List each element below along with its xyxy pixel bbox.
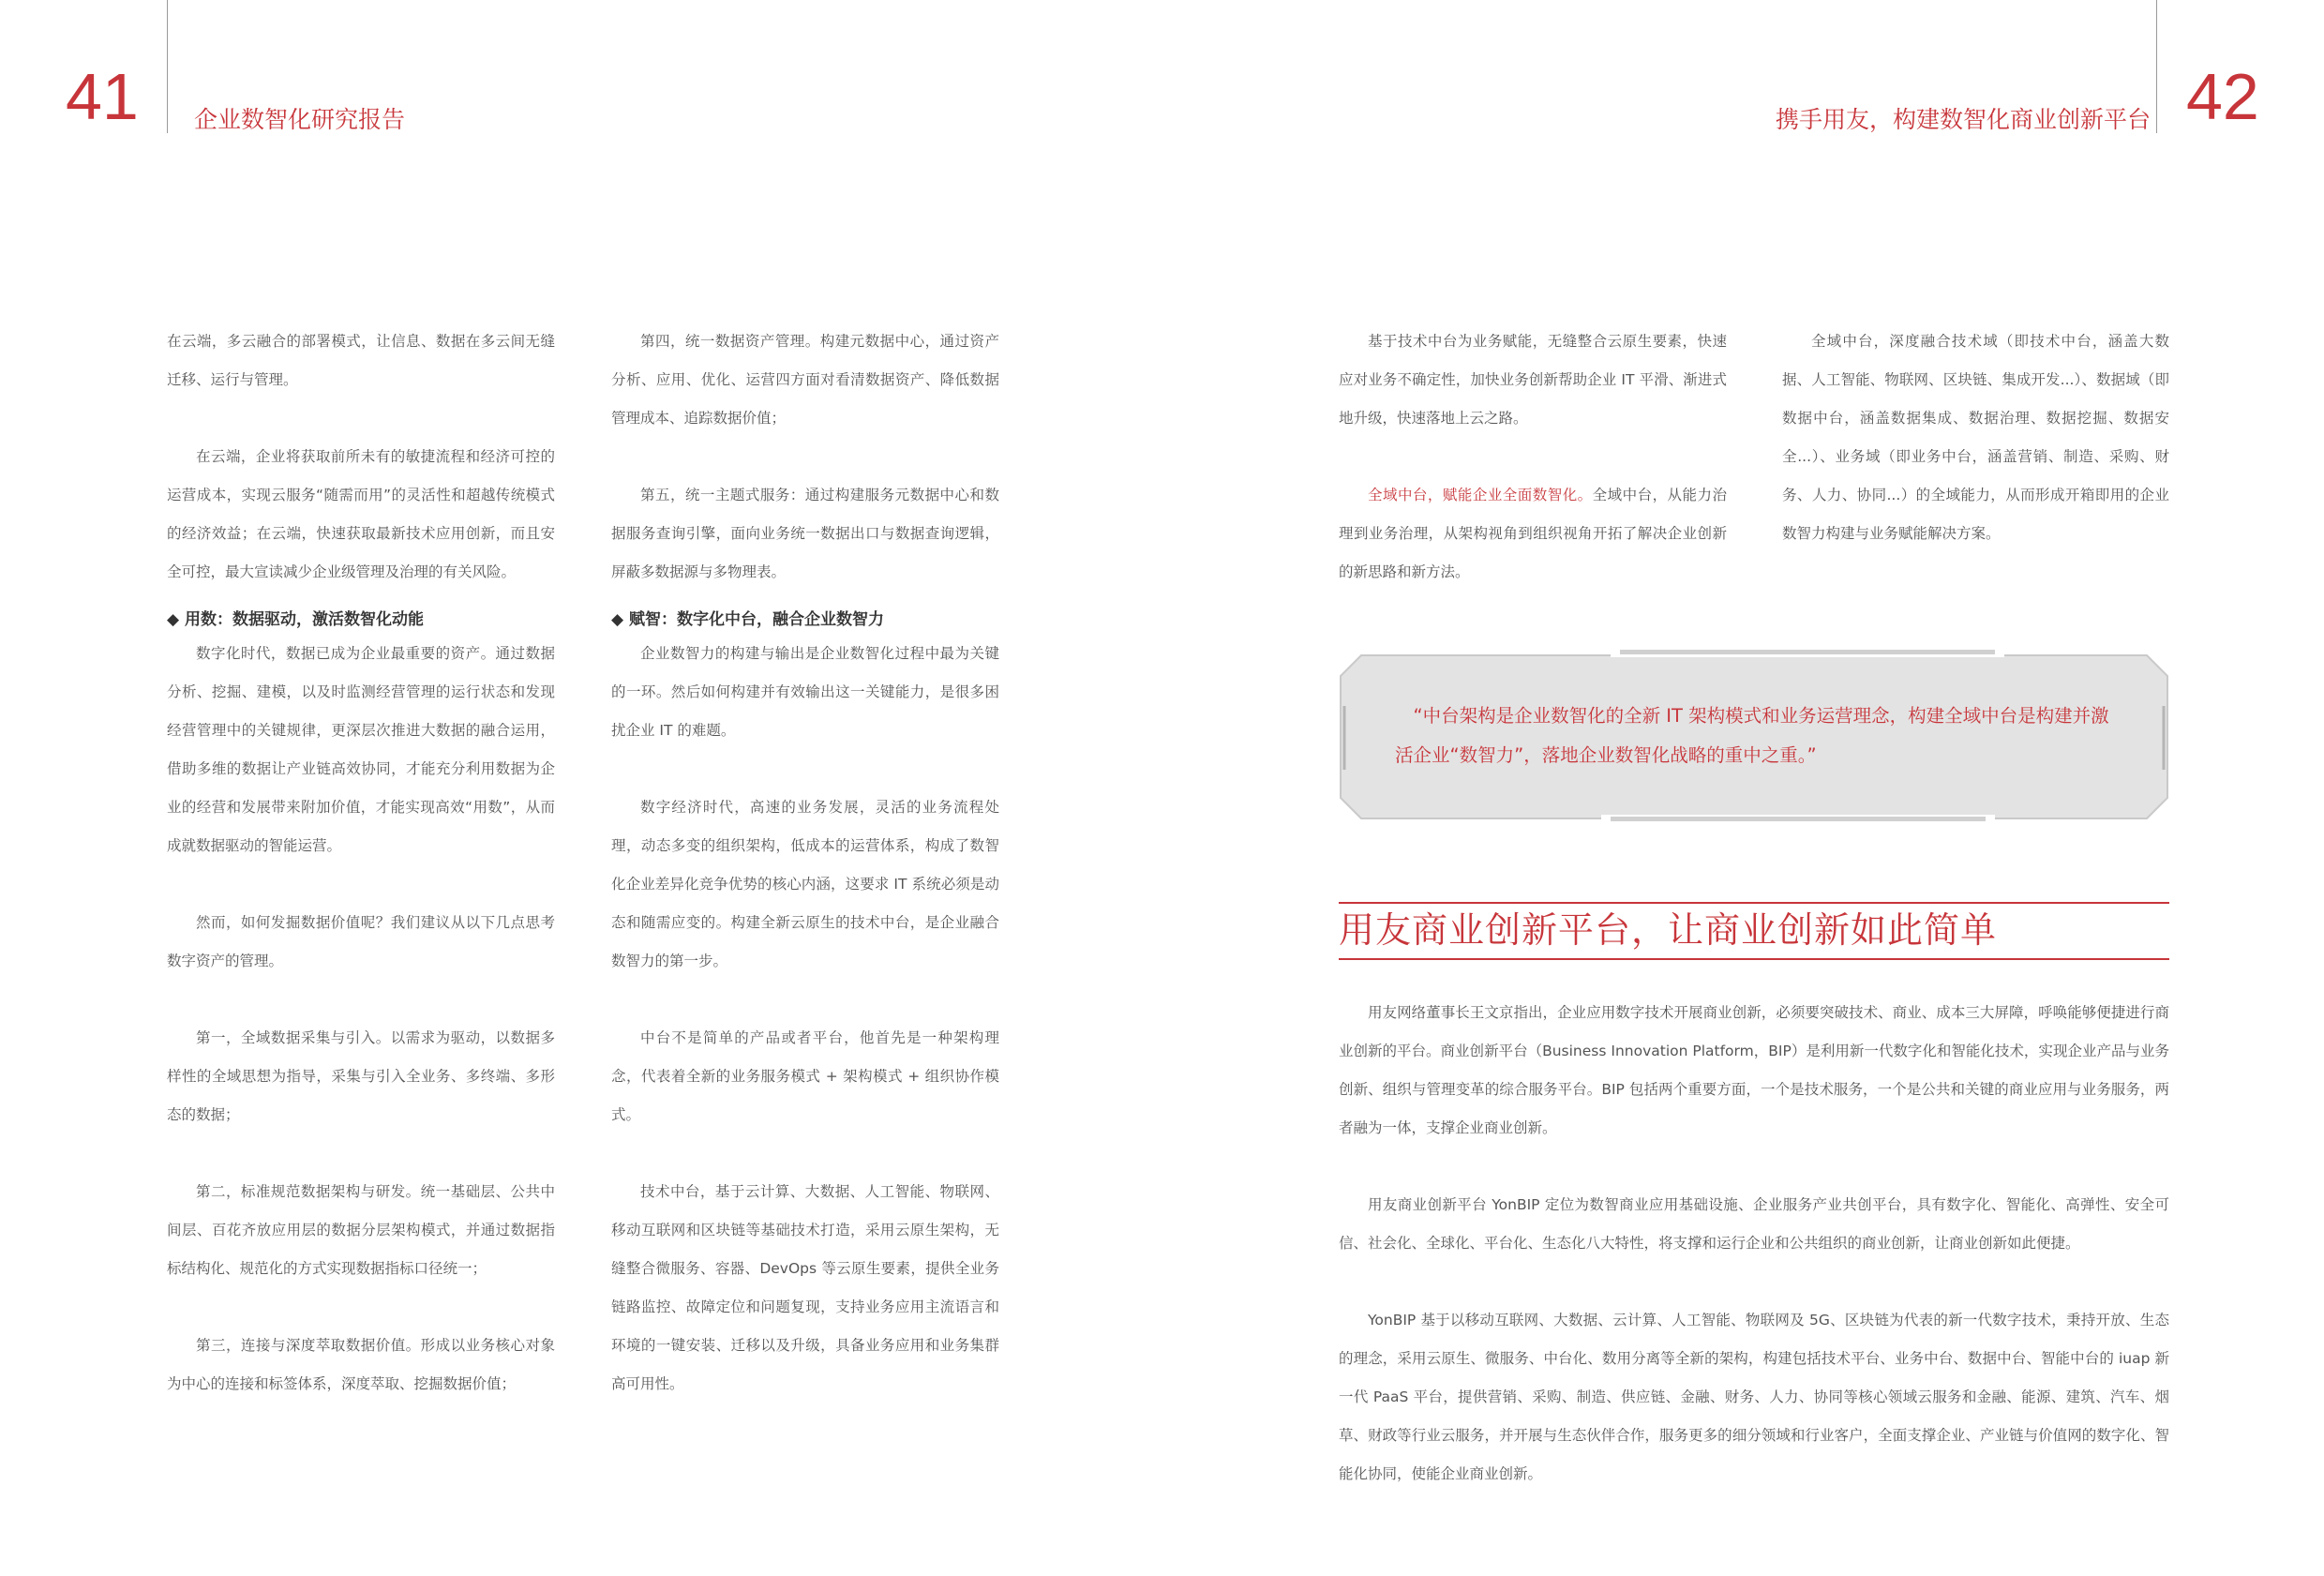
right-page-column-2 bbox=[1782, 323, 2169, 553]
right-header-divider bbox=[2156, 0, 2157, 133]
paragraph: 在云端，企业将获取前所未有的敏捷流程和经济可控的运营成本，实现云服务“随需而用”的灵活性和超越传统模式的经济效益；在云端，快速获取最新技术应用创新，而且安全可控，最大宣读减少企业级管理及治理的有关风险。 bbox=[167, 448, 555, 580]
section-body bbox=[1339, 994, 2169, 1493]
paragraph: 然而，如何发掘数据价值呢？我们建议从以下几点思考数字资产的管理。 bbox=[167, 914, 555, 969]
paragraph: YonBIP 基于以移动互联网、大数据、云计算、人工智能、物联网及 5G、区块链为代表的新一代数字技术，秉持开放、生态的理念，采用云原生、微服务、中台化、数用分离等全新的架构，构建包括技术平台、业务中台、数据中台、智能中台的 iuap 新一代 PaaS 平台，提供营销、采购、制造、供应链、金融、财务、人力、协同等核心领域云服务和金融、能源、建筑、汽车、烟草、财政等行业云服务，并开展与生态伙伴合作，服务更多的细分领域和行业客户，全面支撑企业、产业链与价值网的数字化、智能化协同，使能企业商业创新。 bbox=[1339, 1312, 2169, 1482]
paragraph: 中台不是简单的产品或者平台，他首先是一种架构理念，代表着全新的业务服务模式 + 架构模式 + 组织协作模式。 bbox=[611, 1029, 999, 1123]
highlight-text: 全域中台，赋能企业全面数智化。 bbox=[1368, 487, 1593, 503]
paragraph-text: 全域中台，从能力治理到业务治理，从架构视角到组织视角开拓了解决企业创新的新思路和新方法。 bbox=[1339, 487, 1727, 580]
left-header-divider bbox=[167, 0, 168, 133]
paragraph: 第二，标准规范数据架构与研发。统一基础层、公共中间层、百花齐放应用层的数据分层架构模式，并通过数据指标结构化、规范化的方式实现数据指标口径统一； bbox=[167, 1183, 555, 1277]
section-heading: ◆ 赋智：数字化中台，融合企业数智力 bbox=[611, 610, 884, 629]
left-page-column-1 bbox=[167, 323, 555, 1403]
paragraph: 在云端，多云融合的部署模式，让信息、数据在多云间无缝迁移、运行与管理。 bbox=[167, 333, 555, 388]
paragraph: 全域中台，深度融合技术域（即技术中台，涵盖大数据、人工智能、物联网、区块链、集成开发...）、数据域（即数据中台，涵盖数据集成、数据治理、数据挖掘、数据安全...）、业务域（即业务中台，涵盖营销、制造、采购、财务、人力、协同...）的全域能力，从而形成开箱即用的企业数智力构建与业务赋能解决方案。 bbox=[1782, 333, 2169, 542]
left-page-column-2 bbox=[611, 323, 999, 1403]
paragraph: 第三，连接与深度萃取数据价值。形成以业务核心对象为中心的连接和标签体系，深度萃取、挖掘数据价值； bbox=[167, 1337, 555, 1392]
paragraph: 数字经济时代，高速的业务发展，灵活的业务流程处理，动态多变的组织架构，低成本的运营体系，构成了数智化企业差异化竞争优势的核心内涵，这要求 IT 系统必须是动态和随需应变的。构建全新云原生的技术中台，是企业融合数智力的第一步。 bbox=[611, 799, 999, 969]
right-header-title: 携手用友，构建数智化商业创新平台 bbox=[1775, 106, 2151, 133]
paragraph: 数字化时代，数据已成为企业最重要的资产。通过数据分析、挖掘、建模，以及时监测经营管理的运行状态和发现经营管理中的关键规律，更深层次推进大数据的融合运用，借助多维的数据让产业链高效协同，才能充分利用数据为企业的经营和发展带来附加价值，才能实现高效“用数”，从而成就数据驱动的智能运营。 bbox=[167, 645, 555, 854]
right-page-column-1 bbox=[1339, 323, 1727, 592]
right-page-number: 42 bbox=[2186, 60, 2259, 133]
pull-quote-text: “中台架构是企业数智化的全新 IT 架构模式和业务运营理念，构建全域中台是构建并激活企业“数智力”，落地企业数智化战略的重中之重。” bbox=[1395, 705, 2109, 766]
paragraph: 第四，统一数据资产管理。构建元数据中心，通过资产分析、应用、优化、运营四方面对看清数据资产、降低数据管理成本、追踪数据价值； bbox=[611, 333, 999, 427]
paragraph: 基于技术中台为业务赋能，无缝整合云原生要素，快速应对业务不确定性，加快业务创新帮助企业 IT 平滑、渐进式地升级，快速落地上云之路。 bbox=[1339, 333, 1727, 427]
paragraph: 用友商业创新平台 YonBIP 定位为数智商业应用基础设施、企业服务产业共创平台，具有数字化、智能化、高弹性、安全可信、社会化、全球化、平台化、生态化八大特性，将支撑和运行企业和公共组织的商业创新，让商业创新如此便捷。 bbox=[1339, 1196, 2169, 1252]
paragraph: 技术中台，基于云计算、大数据、人工智能、物联网、移动互联网和区块链等基础技术打造，采用云原生架构，无缝整合微服务、容器、DevOps 等云原生要素，提供全业务链路监控、故障定位和问题复现，支持业务应用主流语言和环境的一键安装、迁移以及升级，具备业务应用和业务集群高可用性。 bbox=[611, 1183, 999, 1392]
left-page-number: 41 bbox=[66, 60, 139, 133]
paragraph: 用友网络董事长王文京指出，企业应用数字技术开展商业创新，必须要突破技术、商业、成本三大屏障，呼唤能够便捷进行商业创新的平台。商业创新平台（Business Innovation Platform，BIP）是利用新一代数字化和智能化技术，实现企业产品与业务创新、组织与管理变革的综合服务平台。BIP 包括两个重要方面，一个是技术服务，一个是公共和关键的商业应用与业务服务，两者融为一体，支撑企业商业创新。 bbox=[1339, 1004, 2169, 1136]
paragraph: 企业数智力的构建与输出是企业数智化过程中最为关键的一环。然后如何构建并有效输出这一关键能力，是很多困扰企业 IT 的难题。 bbox=[611, 645, 999, 739]
pull-quote-box bbox=[1339, 650, 2169, 821]
section-title: 用友商业创新平台，让商业创新如此简单 bbox=[1339, 909, 1998, 951]
paragraph bbox=[1339, 476, 1727, 592]
section-heading: ◆ 用数：数据驱动，激活数智化动能 bbox=[167, 610, 424, 629]
left-header-title: 企业数智化研究报告 bbox=[194, 106, 406, 133]
section-title-bar bbox=[1339, 902, 2169, 960]
paragraph: 第五，统一主题式服务：通过构建服务元数据中心和数据服务查询引擎，面向业务统一数据出口与数据查询逻辑，屏蔽多数据源与多物理表。 bbox=[611, 487, 999, 580]
paragraph: 第一，全域数据采集与引入。以需求为驱动，以数据多样性的全域思想为指导，采集与引入全业务、多终端、多形态的数据； bbox=[167, 1029, 555, 1123]
